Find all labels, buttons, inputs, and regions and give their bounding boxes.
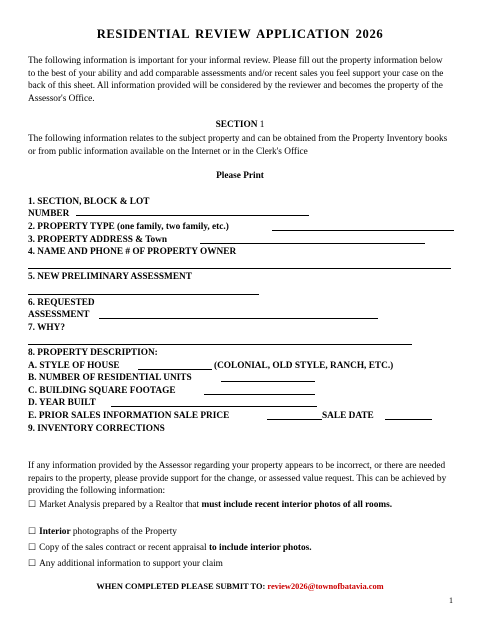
field-4-label: 4. NAME AND PHONE # OF PROPERTY OWNER <box>28 247 237 257</box>
field-2-input-line[interactable] <box>272 230 454 231</box>
field-d-input-line[interactable] <box>111 406 317 407</box>
field-b-label: B. NUMBER OF RESIDENTIAL UNITS <box>28 373 192 383</box>
list-item <box>28 525 452 539</box>
field-6-input-line[interactable] <box>99 318 378 319</box>
field-5-label: 5. NEW PRELIMINARY ASSESSMENT <box>28 272 192 282</box>
section-label: SECTION <box>215 120 258 130</box>
field-8-label: 8. PROPERTY DESCRIPTION: <box>28 348 158 358</box>
field-3-input-line[interactable] <box>200 243 425 244</box>
field-1-number-label: NUMBER <box>28 209 70 219</box>
submit-footer <box>0 582 480 591</box>
field-c-input-line[interactable] <box>204 394 315 395</box>
field-a-label: A. STYLE OF HOUSE <box>28 361 120 371</box>
list-item <box>28 557 452 571</box>
intro-paragraph: The following information is important for your informal review. Please fill out the property information below to the best of your ability and add comparable assessments and/or recent sales you feel support your case on the back of this sheet. All information provided will be considered by the reviewer and becomes the property of the Assessor's Office. <box>28 56 444 104</box>
field-4-input-line[interactable] <box>28 268 451 269</box>
field-5-input-line[interactable] <box>28 294 259 295</box>
field-b-input-line[interactable] <box>221 381 315 382</box>
field-1-label: 1. SECTION, BLOCK & LOT <box>28 197 150 207</box>
item-4-text: Any additional information to support your claim <box>39 559 223 569</box>
item-3-text: Copy of the sales contract or recent appraisal <box>39 543 209 553</box>
field-e-label: E. PRIOR SALES INFORMATION SALE PRICE <box>28 411 230 421</box>
field-7-label: 7. WHY? <box>28 323 66 333</box>
field-c-label: C. BUILDING SQUARE FOOTAGE <box>28 386 176 396</box>
item-3-emphasis: to include interior photos. <box>208 543 312 553</box>
item-1-emphasis: must include recent interior photos of all rooms. <box>201 500 393 510</box>
please-print-label: Please Print <box>216 171 264 181</box>
footer-label: WHEN COMPLETED PLEASE SUBMIT TO: <box>96 582 268 591</box>
field-e-price-line[interactable] <box>267 419 322 420</box>
footer-email-link[interactable]: review2026@townofbatavia.com <box>267 582 384 591</box>
field-2-label: 2. PROPERTY TYPE (one family, two family, etc.) <box>28 222 229 232</box>
field-1-input-line[interactable] <box>76 215 309 216</box>
field-d-label: D. YEAR BUILT <box>28 398 96 408</box>
field-e-date-label: SALE DATE <box>322 411 374 421</box>
page-title: RESIDENTIAL REVIEW APPLICATION 2026 <box>96 27 384 41</box>
list-item <box>28 498 452 512</box>
field-a-input-line[interactable] <box>138 369 212 370</box>
field-6-label: 6. REQUESTED <box>28 298 95 308</box>
item-2-text: photographs of the Property <box>70 527 177 537</box>
section-number: 1 <box>259 120 265 130</box>
item-2-emphasis: Interior <box>39 527 71 537</box>
checkbox-icon[interactable]: ☐ <box>28 526 37 536</box>
checkbox-icon[interactable]: ☐ <box>28 499 37 509</box>
checkbox-icon[interactable]: ☐ <box>28 558 37 568</box>
page-number: 1 <box>449 596 453 605</box>
checkbox-icon[interactable]: ☐ <box>28 542 37 552</box>
list-item <box>28 541 452 555</box>
field-a-hint: (COLONIAL, OLD STYLE, RANCH, ETC.) <box>214 361 394 371</box>
field-9-label: 9. INVENTORY CORRECTIONS <box>28 424 165 434</box>
support-paragraph: If any information provided by the Assessor regarding your property appears to be incorrect, or there are needed repairs to the property, please provide support for the change, or assessed value request. This can be achieved by providing the following information: <box>28 461 447 497</box>
field-6-assessment-label: ASSESSMENT <box>28 310 90 320</box>
item-1-text: Market Analysis prepared by a Realtor that <box>39 500 202 510</box>
field-e-date-line[interactable] <box>385 419 432 420</box>
section-heading <box>0 120 480 130</box>
field-7-input-line[interactable] <box>28 344 412 345</box>
section-description: The following information relates to the subject property and can be obtained from the Property Inventory books or from public information available on the Internet or in the Clerk's Office <box>28 134 448 157</box>
field-3-label: 3. PROPERTY ADDRESS & Town <box>28 235 168 245</box>
